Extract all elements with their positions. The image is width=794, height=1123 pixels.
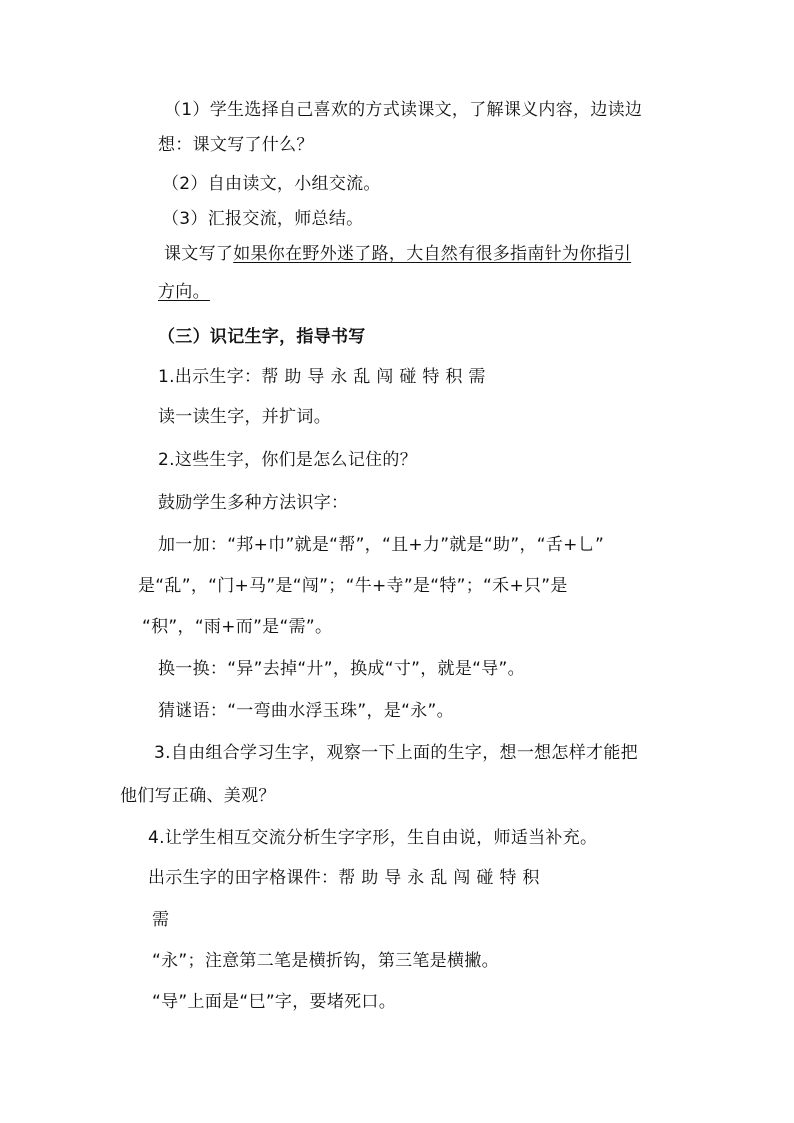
paragraph-4-line-1 (164, 243, 631, 265)
yong-stroke-note: “永”；注意第二笔是横折钩，第三笔是横撇。 (152, 951, 499, 971)
paragraph-1-line-2: 想：课文写了什么？ (158, 135, 314, 155)
item-3-line-1: 3.自由组合学习生字，观察一下上面的生字，想一想怎样才能把 (154, 743, 638, 763)
paragraph-4-prefix: 课文写了 (164, 244, 234, 264)
add-method-line-1: 加一加：“邦+巾”就是“帮”，“且+力”就是“助”，“舌+乚” (158, 535, 605, 555)
add-method-line-3: “积”，“雨+而”是“需”。 (142, 617, 333, 637)
paragraph-4-underlined-text: 如果你在野外迷了路，大自然有很多指南针为你指引 (233, 244, 632, 264)
item-1: 1.出示生字：帮 助 导 永 乱 闯 碰 特 积 需 (158, 367, 486, 387)
item-1-sub: 读一读生字，并扩词。 (158, 407, 331, 427)
item-2: 2.这些生字，你们是怎么记住的？ (158, 450, 418, 470)
add-method-line-2: 是“乱”，“门+马”是“闯”；“牛+寺”是“特”；“禾+只”是 (138, 576, 568, 596)
paragraph-4-line-2: 方向。 (158, 282, 210, 302)
grid-courseware-line-1: 出示生字的田字格课件：帮 助 导 永 乱 闯 碰 特 积 (148, 868, 540, 888)
dao-structure-note: “导”上面是“巳”字，要堵死口。 (152, 992, 397, 1012)
item-3-line-2: 他们写正确、美观？ (120, 786, 276, 806)
paragraph-2: （2）自由读文，小组交流。 (162, 174, 381, 194)
paragraph-3: （3）汇报交流，师总结。 (162, 209, 364, 229)
item-2-sub: 鼓励学生多种方法识字： (158, 493, 349, 513)
section-heading-3: （三）识记生字，指导书写 (158, 327, 366, 347)
grid-courseware-line-2: 需 (152, 910, 170, 930)
riddle-method-line: 猜谜语：“一弯曲水浮玉珠”，是“永”。 (158, 701, 454, 721)
swap-method-line: 换一换：“异”去掉“廾”，换成“寸”，就是“导”。 (158, 659, 525, 679)
paragraph-1-line-1: （1）学生选择自己喜欢的方式读课文，了解课义内容，边读边 (164, 100, 643, 120)
item-4: 4.让学生相互交流分析生字字形，生自由说，师适当补充。 (148, 828, 598, 848)
